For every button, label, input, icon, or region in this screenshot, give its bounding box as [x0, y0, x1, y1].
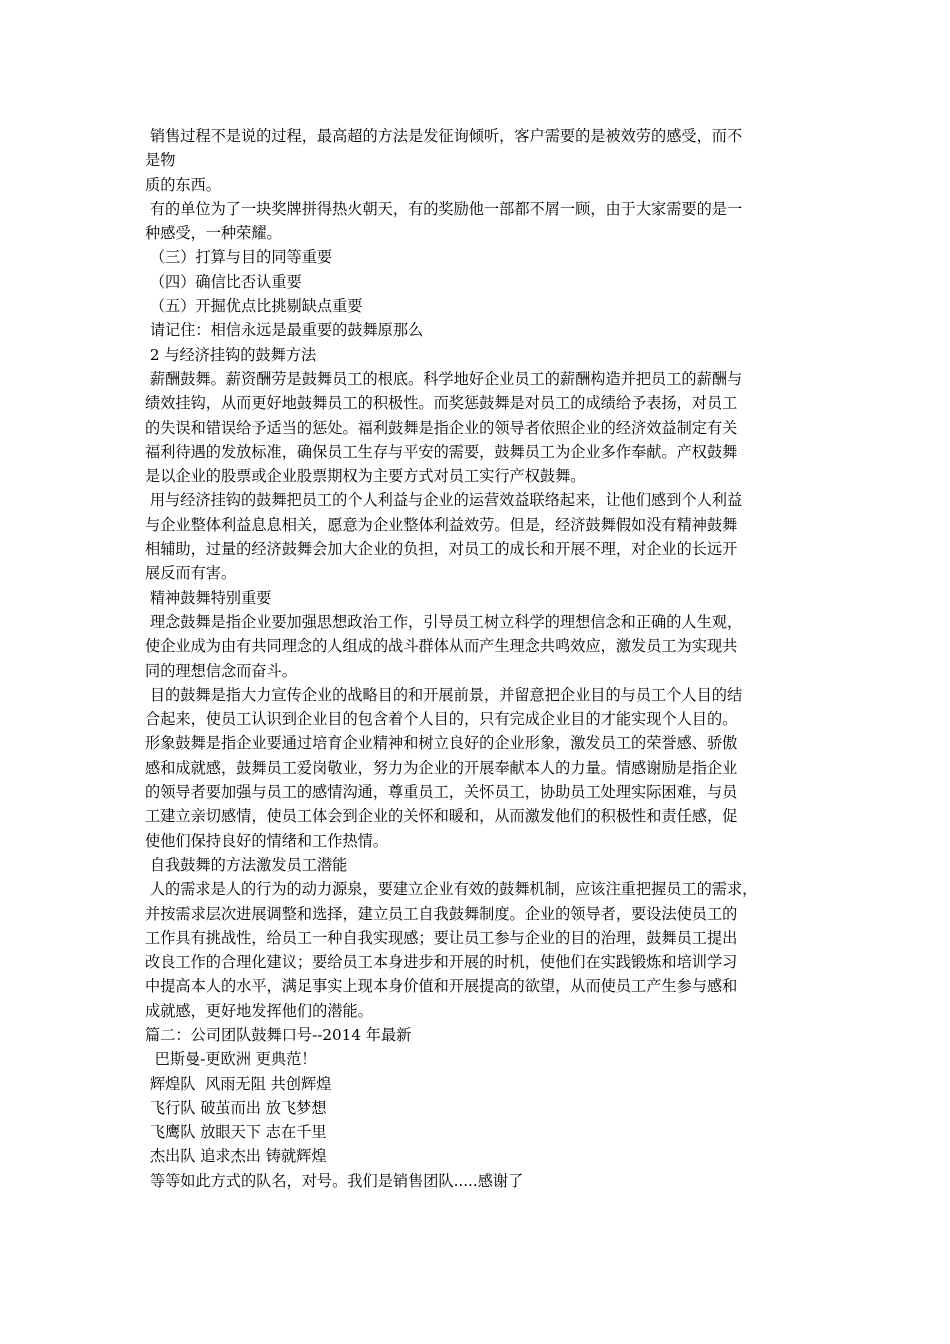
paragraph	[145, 343, 813, 367]
text-line: 种感受，一种荣耀。	[145, 224, 282, 243]
paragraph	[145, 610, 813, 683]
text-line: 精神鼓舞特别重要	[145, 588, 272, 607]
paragraph	[145, 1023, 813, 1047]
text-line: 合起来，使员工认识到企业目的包含着个人目的，只有完成企业目的才能实现个人目的。	[145, 710, 738, 729]
text-line: 使他们保持良好的情绪和工作热情。	[145, 831, 388, 850]
paragraph	[145, 1120, 813, 1144]
paragraph	[145, 294, 813, 318]
text-line: 飞鹰队 放眼天下 志在千里	[145, 1123, 327, 1142]
text-line: 杰出队 追求杰出 铸就辉煌	[145, 1147, 327, 1166]
paragraph	[145, 586, 813, 610]
text-line: 展反而有害。	[145, 564, 237, 583]
text-line: 工建立亲切感情，使员工体会到企业的关怀和暖和，从而激发他们的积极性和责任感，促	[145, 807, 738, 826]
text-line: 辉煌队 风雨无阻 共创辉煌	[145, 1074, 332, 1093]
paragraph	[145, 318, 813, 342]
text-line: 理念鼓舞是指企业要加强思想政治工作，引导员工树立科学的理想信念和正确的人生观，	[145, 612, 743, 631]
paragraph	[145, 367, 813, 488]
text-line: 改良工作的合理化建议；要给员工本身进步和开展的时机，使他们在实践锻炼和培训学习	[145, 953, 738, 972]
text-line: 的领导者要加强与员工的感情沟通，尊重员工，关怀员工，协助员工处理实际困难，与员	[145, 783, 738, 802]
text-line: 福利待遇的发放标准，确保员工生存与平安的需要，鼓舞员工为企业多作奉献。产权鼓舞	[145, 442, 738, 461]
text-line: 用与经济挂钩的鼓舞把员工的个人利益与企业的运营效益联络起来，让他们感到个人利益	[145, 491, 743, 510]
text-line: 的失误和错误给予适当的惩处。福利鼓舞是指企业的领导者依照企业的经济效益制定有关	[145, 418, 738, 437]
text-line: 相辅助，过量的经济鼓舞会加大企业的负担，对员工的成长和开展不理，对企业的长远开	[145, 540, 738, 559]
text-line: 成就感，更好地发挥他们的潜能。	[145, 1001, 373, 1020]
paragraph	[145, 1047, 813, 1071]
text-line: 销售过程不是说的过程，最高超的方法是发征询倾听，客户需要的是被效劳的感受，而不	[145, 127, 743, 145]
text-line: 与企业整体利益息息相关，愿意为企业整体利益效劳。但是，经济鼓舞假如没有精神鼓舞	[145, 515, 738, 534]
text-line: 质的东西。	[145, 175, 221, 194]
text-line: 薪酬鼓舞。薪资酬劳是鼓舞员工的根底。科学地好企业员工的薪酬构造并把员工的薪酬与	[145, 369, 743, 388]
text-line: （五）开掘优点比挑剔缺点重要	[145, 297, 363, 316]
text-line: 绩效挂钩，从而更好地鼓舞员工的积极性。而奖惩鼓舞是对员工的成绩给予表扬，对员工	[145, 394, 738, 413]
paragraph	[145, 853, 813, 877]
paragraph	[145, 683, 813, 853]
paragraph	[145, 1096, 813, 1120]
text-line: 巴斯曼-更欧洲 更典范！	[145, 1050, 317, 1069]
text-line: 中提高本人的水平，满足事实上现本身价值和开展提高的欲望，从而使员工产生参与感和	[145, 977, 738, 996]
text-line: （三）打算与目的同等重要	[145, 248, 333, 267]
paragraph	[145, 270, 813, 294]
text-line: 形象鼓舞是指企业要通过培育企业精神和树立良好的企业形象，激发员工的荣誉感、骄傲	[145, 734, 738, 753]
paragraph	[145, 1144, 813, 1168]
text-line: 人的需求是人的行为的动力源泉，要建立企业有效的鼓舞机制，应该注重把握员工的需求，	[145, 880, 758, 899]
text-line: 2 与经济挂钩的鼓舞方法	[145, 345, 317, 364]
text-line: 目的鼓舞是指大力宣传企业的战略目的和开展前景，并留意把企业目的与员工个人目的结	[145, 685, 743, 704]
text-line: 自我鼓舞的方法激发员工潜能	[145, 855, 348, 874]
paragraph	[145, 173, 813, 197]
text-line: 工作具有挑战性，给员工一种自我实现感；要让员工参与企业的目的治理，鼓舞员工提出	[145, 928, 738, 947]
paragraph	[145, 245, 813, 269]
text-line: 请记住：相信永远是最重要的鼓舞原那么	[145, 321, 424, 340]
text-line: 感和成就感，鼓舞员工爱岗敬业，努力为企业的开展奉献本人的力量。情感谢励是指企业	[145, 758, 738, 777]
document-page	[145, 124, 813, 1193]
paragraph	[145, 197, 813, 246]
text-line: 使企业成为由有共同理念的人组成的战斗群体从而产生理念共鸣效应，激发员工为实现共	[145, 637, 738, 656]
paragraph	[145, 877, 813, 1023]
paragraph	[145, 124, 813, 173]
text-line: （四）确信比否认重要	[145, 272, 302, 291]
text-line: 有的单位为了一块奖牌拼得热火朝天，有的奖励他一部都不屑一顾，由于大家需要的是一	[145, 199, 743, 218]
paragraph	[145, 1169, 813, 1193]
text-line: 等等如此方式的队名，对号。我们是销售团队.....感谢了	[145, 1171, 524, 1190]
text-line: 篇二：公司团队鼓舞口号--2014 年最新	[145, 1025, 412, 1044]
text-line: 是以企业的股票或企业股票期权为主要方式对员工实行产权鼓舞。	[145, 467, 586, 486]
text-line: 并按需求层次进展调整和选择，建立员工自我鼓舞制度。企业的领导者，要设法使员工的	[145, 904, 738, 923]
text-line: 同的理想信念而奋斗。	[145, 661, 297, 680]
text-line: 飞行队 破茧而出 放飞梦想	[145, 1098, 327, 1117]
paragraph	[145, 1072, 813, 1096]
text-line: 是物	[145, 151, 176, 170]
paragraph	[145, 488, 813, 585]
